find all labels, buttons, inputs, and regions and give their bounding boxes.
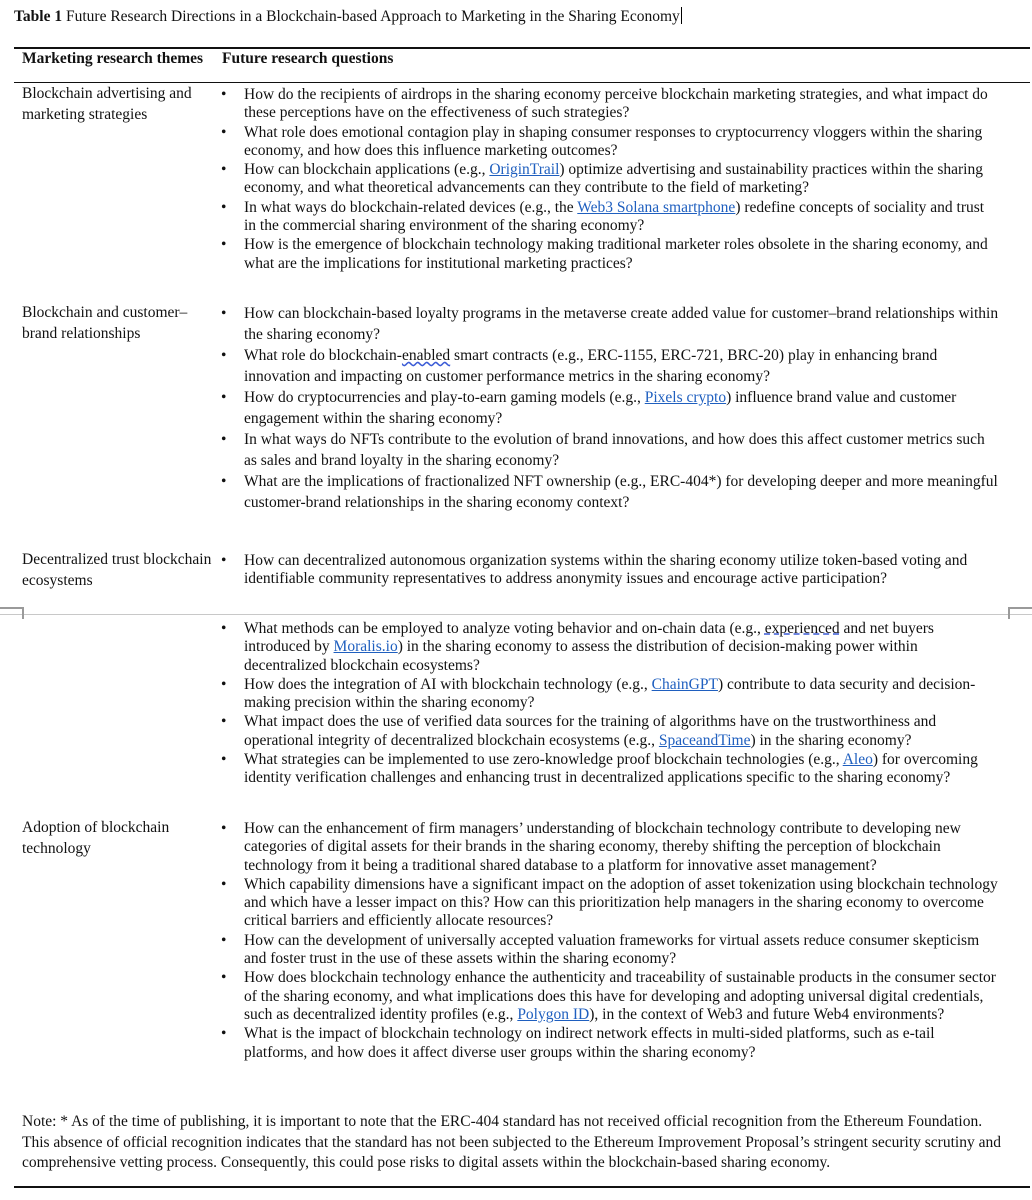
question-item: • In what ways do NFTs contribute to the evolution of brand innovations, and how does this affect customer metrics such as sales and brand loyalty in the sharing economy? bbox=[219, 430, 999, 471]
question-item: • How does blockchain technology enhance the authenticity and traceability of sustainable products in the consumer sector of the sharing economy, and what implications does this have for developing and adopting universal digital credentials, such as decentralized identity profiles (e.g., Polygon ID), in the context of Web3 and future Web4 environments? bbox=[219, 969, 999, 1024]
table-caption bbox=[14, 6, 1024, 28]
question-item: • What methods can be employed to analyze voting behavior and on-chain data (e.g., experienced and net buyers introduced by Moralis.io) in the sharing economy to assess the distribution of decision-making power within decentralized blockchain ecosystems? bbox=[219, 620, 999, 675]
page-corner-right bbox=[1008, 607, 1032, 619]
question-item: • What strategies can be implemented to use zero-knowledge proof blockchain technologies (e.g., Aleo) for overcoming identity verification challenges and enhancing trust in decentralized applications specific to the sharing economy? bbox=[219, 751, 999, 788]
question-item: • Which capability dimensions have a significant impact on the adoption of asset tokenization using blockchain technology and which have a lesser impact on this? How can this prioritization help managers in the sharing economy to overcome critical barriers and efficiently allocate resources? bbox=[219, 876, 999, 931]
theme-label: Blockchain advertising and marketing strategies bbox=[22, 85, 192, 123]
question-item: • How do cryptocurrencies and play-to-earn gaming models (e.g., Pixels crypto) influence brand value and customer engagement within the sharing economy? bbox=[219, 388, 999, 429]
question-item: • What role does emotional contagion play in shaping consumer responses to cryptocurrency vloggers within the sharing economy, and how does this influence marketing outcomes? bbox=[219, 124, 999, 161]
column-header-questions: Future research questions bbox=[222, 50, 394, 67]
text-cursor bbox=[681, 7, 682, 24]
link-pixels-crypto[interactable]: Pixels crypto bbox=[644, 389, 727, 406]
question-item: • How does the integration of AI with blockchain technology (e.g., ChainGPT) contribute to data security and decision-making precision within the sharing economy? bbox=[219, 676, 999, 713]
question-item: • What role do blockchain-enabled smart contracts (e.g., ERC-1155, ERC-721, BRC-20) play in enhancing brand innovation and impacting on customer performance metrics in the sharing economy? bbox=[219, 346, 999, 387]
question-item: • How can decentralized autonomous organization systems within the sharing economy utilize token-based voting and identifiable community representatives to address anonymity issues and encourage active participation? bbox=[219, 552, 999, 589]
question-item: • What are the implications of fractionalized NFT ownership (e.g., ERC-404*) for developing deeper and more meaningful customer-brand relationships in the sharing economy context? bbox=[219, 472, 999, 513]
page-break-line bbox=[0, 614, 1032, 615]
link-polygon-id[interactable]: Polygon ID bbox=[517, 1005, 590, 1023]
bottom-rule bbox=[14, 1186, 1030, 1188]
link-chaingpt[interactable]: ChainGPT bbox=[651, 675, 718, 693]
question-item: • How can the enhancement of firm managers’ understanding of blockchain technology contribute to developing new categories of digital assets for their brands in the sharing economy, thereby shifting the perception of blockchain technology from it being a traditional shared database to a platform for innovative asset management? bbox=[219, 820, 999, 875]
spellcheck-mark: enabled bbox=[401, 347, 451, 364]
theme-label: Decentralized trust blockchain ecosystems bbox=[22, 551, 212, 589]
question-item: • How can blockchain-based loyalty programs in the metaverse create added value for customer–brand relationships within the sharing economy? bbox=[219, 304, 999, 345]
table-title: Future Research Directions in a Blockchain-based Approach to Marketing in the Sharing Economy bbox=[65, 8, 680, 25]
theme-label: Adoption of blockchain technology bbox=[22, 819, 170, 857]
question-list bbox=[219, 820, 999, 1063]
link-spaceandtime[interactable]: SpaceandTime bbox=[658, 731, 751, 749]
link-moralis[interactable]: Moralis.io bbox=[333, 638, 398, 656]
question-item: • How do the recipients of airdrops in the sharing economy perceive blockchain marketing strategies, and what impact do these perceptions have on the effectiveness of such strategies? bbox=[219, 86, 999, 123]
table-label: Table 1 bbox=[14, 8, 63, 25]
question-item: • How can the development of universally accepted valuation frameworks for virtual assets reduce consumer skepticism and foster trust in the use of these assets within the sharing economy? bbox=[219, 932, 999, 969]
question-list bbox=[219, 552, 999, 590]
grammar-mark: experienced bbox=[764, 620, 840, 637]
question-item: • How is the emergence of blockchain technology making traditional marketer roles obsolete in the sharing economy, and what are the implications for institutional marketing practices? bbox=[219, 236, 999, 273]
page-corner-left bbox=[0, 607, 24, 619]
question-list bbox=[219, 304, 999, 514]
question-item: • What is the impact of blockchain technology on indirect network effects in multi-sided platforms, such as e-tail platforms, and how does it affect diverse user groups within the sharing economy? bbox=[219, 1025, 999, 1062]
header-rule bbox=[14, 82, 1030, 83]
question-list bbox=[219, 620, 999, 789]
question-list bbox=[219, 86, 999, 274]
theme-label: Blockchain and customer–brand relationships bbox=[22, 304, 188, 342]
column-header-themes: Marketing research themes bbox=[22, 50, 204, 67]
question-item: • How can blockchain applications (e.g., OriginTrail) optimize advertising and sustainability practices within the sharing economy, and what theoretical advancements can they contribute to the field of marketing? bbox=[219, 161, 999, 198]
question-item: • What impact does the use of verified data sources for the training of algorithms have on the trustworthiness and operational integrity of decentralized blockchain ecosystems (e.g., SpaceandTime) in the sharing economy? bbox=[219, 713, 999, 750]
question-item: • In what ways do blockchain-related devices (e.g., the Web3 Solana smartphone) redefine concepts of sociality and trust in the commercial sharing environment of the sharing economy? bbox=[219, 199, 999, 236]
link-web3-solana-smartphone[interactable]: Web3 Solana smartphone bbox=[577, 198, 736, 216]
link-aleo[interactable]: Aleo bbox=[842, 751, 873, 769]
link-origintrail[interactable]: OriginTrail bbox=[489, 161, 560, 179]
table-note: Note: * As of the time of publishing, it is important to note that the ERC-404 standard has not received official recognition from the Ethereum Foundation. This absence of official recognition indicates that the standard has not been subjected to the Ethereum Improvement Proposal’s stringent security scrutiny and comprehensive vetting process. Consequently, this could pose risks to digital assets within the blockchain-based sharing economy. bbox=[22, 1113, 1001, 1171]
